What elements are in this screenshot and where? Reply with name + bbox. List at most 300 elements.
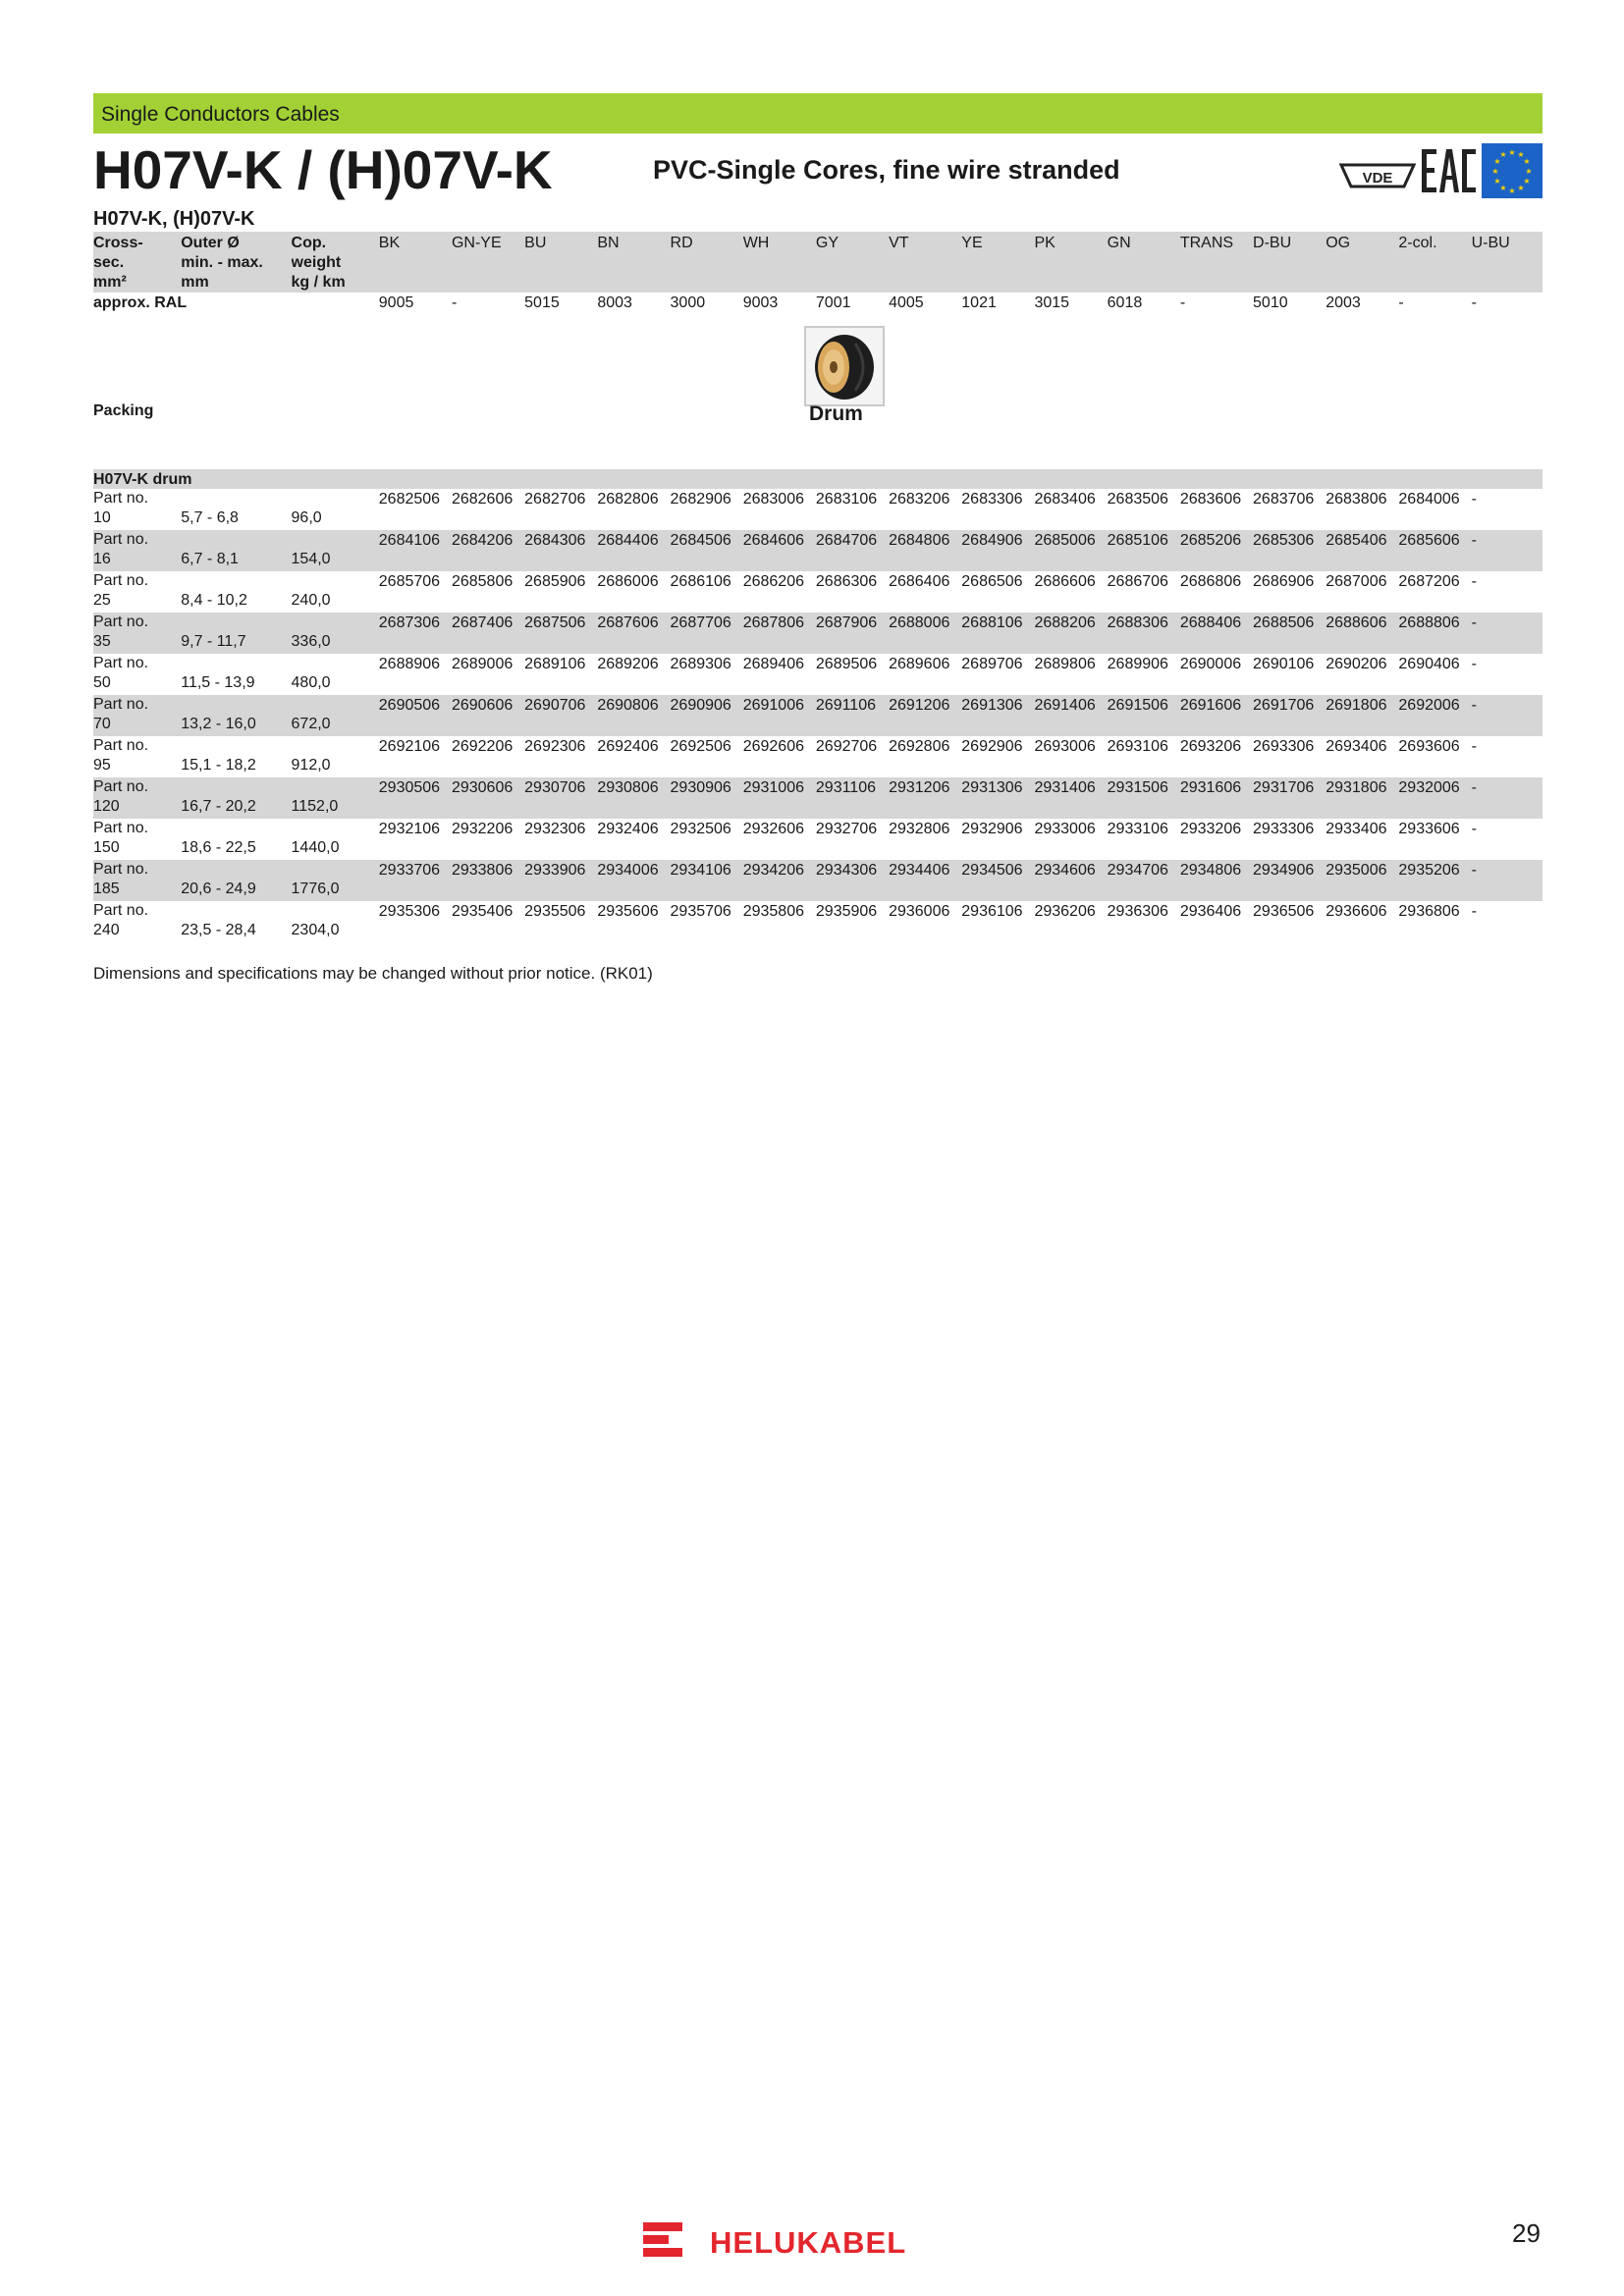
part-number-cell: 2690506: [379, 695, 452, 736]
part-number-cell: 2684906: [961, 530, 1034, 571]
part-number-cell: 2933706: [379, 860, 452, 901]
part-number-cell: 2933206: [1179, 821, 1242, 837]
part-number-cell: 2686906: [1253, 573, 1315, 590]
outer-diameter-cell-value: 15,1 - 18,2: [181, 757, 256, 774]
part-number-cell: -: [1472, 613, 1543, 654]
part-number-cell: 2688106: [961, 613, 1034, 654]
part-number-cell: -: [1472, 860, 1543, 901]
part-number-cell: 2684206: [452, 530, 524, 571]
ral-value: 3000: [670, 294, 706, 311]
part-number-cell: 2931206: [889, 777, 961, 819]
cross-section-cell-value: 150: [93, 839, 120, 856]
part-number-cell: 2693306: [1253, 738, 1315, 755]
table-row: [93, 736, 1543, 777]
header-color-vt: VT: [889, 232, 961, 293]
copper-weight-cell: [292, 571, 379, 613]
part-number-cell: 2936106: [961, 903, 1023, 920]
header-color-d-bu: D-BU: [1253, 232, 1326, 293]
part-number-cell: 2683806: [1326, 491, 1387, 507]
part-number-cell: -: [1472, 530, 1543, 571]
part-number-cell: 2683206: [889, 491, 950, 507]
part-number-cell: 2682906: [670, 491, 731, 507]
part-number-cell: 2685806: [451, 573, 514, 590]
svg-text:★: ★: [1491, 167, 1499, 176]
part-number-cell: 2692106: [378, 738, 441, 755]
part-number-cell: 2688306: [1108, 613, 1180, 654]
part-number-cell: 2687606: [597, 613, 670, 654]
ral-value: -: [451, 294, 458, 311]
cross-section-cell: [93, 571, 181, 613]
part-number-cell: 2689606: [889, 656, 950, 672]
cross-section-cell: [93, 860, 181, 901]
outer-diameter-cell-value: 9,7 - 11,7: [181, 633, 246, 650]
ral-value: 6018: [1107, 294, 1143, 311]
part-number-cell: 2686606: [1034, 573, 1096, 590]
page-number: 29: [1512, 2218, 1541, 2248]
part-number-cell: 2682806: [597, 491, 659, 507]
part-number-cell: 2932306: [524, 821, 586, 837]
part-no-label: Part no.: [93, 778, 149, 795]
part-number-cell: 2682506: [378, 491, 441, 507]
outer-diameter-cell-value: 5,7 - 6,8: [181, 509, 239, 526]
part-number-cell: 2690006: [1179, 656, 1242, 672]
table-row: [93, 695, 1543, 736]
ral-value: -: [1398, 294, 1404, 311]
part-number-cell: 2687906: [816, 613, 889, 654]
part-number-cell: 2685106: [1108, 530, 1180, 571]
outer-diameter-cell: [181, 901, 291, 942]
part-number-cell: 2688206: [1034, 613, 1107, 654]
part-number-cell: 2932506: [670, 821, 731, 837]
part-number-cell: 2936606: [1326, 903, 1387, 920]
part-no-label: Part no.: [93, 902, 149, 919]
part-number-cell: 2693106: [1107, 738, 1168, 755]
part-number-cell: 2691606: [1180, 695, 1253, 736]
part-number-cell: 2692706: [815, 738, 878, 755]
header-color-gy: GY: [816, 232, 889, 293]
part-number-cell: 2935806: [742, 903, 804, 920]
svg-text:★: ★: [1508, 148, 1516, 157]
part-number-cell: 2686006: [597, 573, 659, 590]
cross-section-cell-value: 185: [93, 881, 120, 897]
part-number-cell: 2932106: [378, 821, 441, 837]
cross-section-cell: [93, 613, 181, 654]
svg-text:★: ★: [1517, 150, 1525, 159]
part-number-cell: 2683506: [1107, 491, 1168, 507]
part-number-cell: 2685606: [1398, 530, 1471, 571]
part-number-cell: 2692006: [1398, 695, 1471, 736]
part-number-cell: 2933306: [1253, 821, 1315, 837]
outer-diameter-cell: [181, 489, 291, 530]
part-number-cell: 2685906: [524, 573, 586, 590]
part-number-cell: 2684106: [379, 530, 452, 571]
datasheet-page: [93, 93, 1543, 984]
header-cross-section: Cross- sec. mm²: [93, 232, 181, 293]
outer-diameter-cell-value: 16,7 - 20,2: [181, 798, 256, 815]
outer-diameter-cell: [181, 736, 291, 777]
ral-value: -: [1471, 294, 1477, 311]
part-number-cell: 2687306: [379, 613, 452, 654]
outer-diameter-cell-value: 20,6 - 24,9: [181, 881, 256, 897]
eac-logo: [1419, 143, 1478, 198]
header-color-bn: BN: [597, 232, 670, 293]
header-color-gn-ye: GN-YE: [452, 232, 524, 293]
part-number-cell: 2684306: [524, 530, 597, 571]
header-color-ye: YE: [961, 232, 1034, 293]
part-number-cell: 2691106: [816, 695, 889, 736]
part-number-cell: 2932806: [889, 821, 950, 837]
cross-section-cell-value: 240: [93, 922, 120, 938]
part-number-cell: 2693006: [1034, 738, 1096, 755]
category-bar: [93, 93, 1543, 133]
cross-section-cell-value: 16: [93, 551, 111, 567]
ral-row: [93, 293, 1543, 316]
part-number-cell: 2930506: [379, 777, 452, 819]
part-number-cell: 2931406: [1034, 777, 1107, 819]
part-number-cell: 2686206: [742, 573, 804, 590]
part-number-cell: 2688006: [889, 613, 961, 654]
outer-diameter-cell-value: 18,6 - 22,5: [181, 839, 256, 856]
copper-weight-cell: [292, 860, 379, 901]
part-number-cell: 2684806: [889, 530, 961, 571]
part-number-cell: 2934706: [1108, 860, 1180, 901]
header-color-u-bu: U-BU: [1472, 232, 1543, 293]
title-row: [93, 133, 1543, 204]
part-number-cell: -: [1471, 573, 1477, 590]
outer-diameter-cell-value: 6,7 - 8,1: [181, 551, 239, 567]
part-number-cell: 2688806: [1398, 613, 1471, 654]
part-number-cell: 2932906: [961, 821, 1023, 837]
part-number-cell: 2688406: [1180, 613, 1253, 654]
part-number-cell: 2687806: [743, 613, 816, 654]
part-number-cell: 2931006: [743, 777, 816, 819]
cross-section-cell-value: 70: [93, 716, 111, 732]
copper-weight-cell-value: 2304,0: [291, 922, 340, 938]
part-number-cell: 2934306: [816, 860, 889, 901]
ral-value: 7001: [815, 294, 851, 311]
part-no-label: Part no.: [93, 531, 149, 548]
part-number-cell: 2688906: [378, 656, 441, 672]
part-number-cell: 2932006: [1398, 777, 1471, 819]
table-row: [93, 901, 1543, 942]
part-number-cell: 2687006: [1326, 573, 1387, 590]
svg-text:★: ★: [1517, 184, 1525, 192]
header-color-gn: GN: [1108, 232, 1180, 293]
part-number-cell: 2684506: [671, 530, 743, 571]
part-number-cell: 2689506: [815, 656, 878, 672]
part-number-cell: 2684606: [743, 530, 816, 571]
part-no-label: Part no.: [93, 861, 149, 878]
outer-diameter-cell: [181, 777, 291, 819]
part-number-cell: 2690806: [597, 695, 670, 736]
outer-diameter-cell-value: 23,5 - 28,4: [181, 922, 256, 938]
ral-value: -: [1179, 294, 1186, 311]
ral-value: 8003: [597, 294, 632, 311]
product-title: H07V-K / (H)07V-K: [93, 139, 553, 200]
ral-value: 3015: [1034, 294, 1070, 311]
outer-diameter-cell-value: 8,4 - 10,2: [181, 592, 247, 609]
table-row: [93, 654, 1543, 695]
cross-section-cell-value: 10: [93, 509, 111, 526]
part-number-cell: 2930806: [597, 777, 670, 819]
part-number-cell: -: [1471, 738, 1477, 755]
part-number-cell: 2690406: [1398, 656, 1460, 672]
svg-text:★: ★: [1499, 150, 1507, 159]
helukabel-logo: [643, 2220, 997, 2260]
header-row: [93, 232, 1543, 293]
svg-text:★: ★: [1493, 157, 1501, 166]
cable-drum-image: [804, 326, 885, 406]
copper-weight-cell: [292, 695, 379, 736]
part-number-cell: 2932706: [815, 821, 878, 837]
outer-diameter-cell-value: 13,2 - 16,0: [181, 716, 256, 732]
part-number-cell: 2688606: [1326, 613, 1398, 654]
svg-text:★: ★: [1508, 187, 1516, 195]
part-number-cell: 2690706: [524, 695, 597, 736]
vde-logo-text: VDE: [1362, 170, 1393, 187]
part-number-cell: 2690106: [1253, 656, 1315, 672]
part-number-cell: 2685206: [1180, 530, 1253, 571]
part-number-cell: 2689906: [1107, 656, 1168, 672]
header-color-rd: RD: [671, 232, 743, 293]
cross-section-cell: [93, 654, 181, 695]
part-number-cell: 2934606: [1034, 860, 1107, 901]
cross-section-cell: [93, 695, 181, 736]
outer-diameter-cell: [181, 695, 291, 736]
svg-text:★: ★: [1523, 177, 1531, 186]
part-no-label: Part no.: [93, 655, 149, 671]
ral-value: 9005: [378, 294, 414, 311]
header-color-bk: BK: [379, 232, 452, 293]
part-number-cell: 2931106: [816, 777, 889, 819]
part-number-cell: -: [1471, 656, 1477, 672]
part-number-cell: 2691706: [1253, 695, 1326, 736]
part-no-label: Part no.: [93, 614, 149, 630]
packing-label: Packing: [93, 402, 154, 419]
part-number-cell: 2692606: [742, 738, 804, 755]
part-number-cell: 2685306: [1253, 530, 1326, 571]
part-number-cell: 2932406: [597, 821, 659, 837]
part-number-cell: 2690206: [1326, 656, 1387, 672]
copper-weight-cell-value: 672,0: [291, 716, 331, 732]
part-number-cell: 2933606: [1398, 821, 1460, 837]
part-number-cell: 2934906: [1253, 860, 1326, 901]
part-number-cell: 2934106: [671, 860, 743, 901]
part-number-cell: 2693206: [1179, 738, 1242, 755]
part-number-cell: 2933906: [524, 860, 597, 901]
copper-weight-cell: [292, 530, 379, 571]
copper-weight-cell: [292, 819, 379, 860]
header-outer-diameter: Outer Ø min. - max. mm: [181, 232, 291, 293]
part-number-cell: 2692906: [961, 738, 1023, 755]
part-number-cell: 2685406: [1326, 530, 1398, 571]
part-number-cell: 2684706: [816, 530, 889, 571]
part-number-cell: 2930606: [452, 777, 524, 819]
outer-diameter-cell: [181, 819, 291, 860]
part-number-cell: 2690606: [452, 695, 524, 736]
part-number-cell: 2935306: [378, 903, 441, 920]
ral-value: 2003: [1326, 294, 1361, 311]
part-number-cell: 2691806: [1326, 695, 1398, 736]
part-number-cell: 2933806: [452, 860, 524, 901]
cross-section-cell-value: 95: [93, 757, 111, 774]
copper-weight-cell: [292, 777, 379, 819]
part-number-cell: 2931306: [961, 777, 1034, 819]
header-color-wh: WH: [743, 232, 816, 293]
part-number-cell: 2683706: [1253, 491, 1315, 507]
part-number-cell: 2689306: [670, 656, 731, 672]
copper-weight-cell: [292, 901, 379, 942]
cross-section-cell: [93, 819, 181, 860]
part-number-cell: -: [1472, 777, 1543, 819]
svg-text:★: ★: [1499, 184, 1507, 192]
table-row: [93, 530, 1543, 571]
part-number-cell: 2933406: [1326, 821, 1387, 837]
part-number-cell: 2686306: [815, 573, 878, 590]
part-number-cell: 2685006: [1034, 530, 1107, 571]
part-number-cell: 2682606: [451, 491, 514, 507]
copper-weight-cell-value: 96,0: [291, 509, 322, 526]
part-number-cell: 2935906: [815, 903, 878, 920]
part-number-cell: 2931506: [1108, 777, 1180, 819]
outer-diameter-cell-value: 11,5 - 13,9: [181, 674, 255, 691]
copper-weight-cell-value: 1776,0: [291, 881, 340, 897]
header-color-2-col: 2-col.: [1398, 232, 1471, 293]
part-number-cell: 2932206: [451, 821, 514, 837]
part-number-cell: 2689806: [1034, 656, 1096, 672]
cross-section-cell-value: 35: [93, 633, 111, 650]
part-number-cell: 2683106: [815, 491, 878, 507]
part-number-table: [93, 489, 1543, 942]
part-number-cell: 2683406: [1034, 491, 1096, 507]
part-number-cell: 2934206: [743, 860, 816, 901]
part-number-cell: 2935206: [1398, 860, 1471, 901]
eu-flag-icon: [1482, 143, 1543, 198]
ral-value: 4005: [889, 294, 924, 311]
part-number-cell: 2936806: [1398, 903, 1460, 920]
part-number-cell: 2692306: [524, 738, 586, 755]
copper-weight-cell: [292, 654, 379, 695]
svg-text:★: ★: [1493, 177, 1501, 186]
table-row: [93, 613, 1543, 654]
header-color-og: OG: [1326, 232, 1398, 293]
part-number-cell: 2689006: [451, 656, 514, 672]
part-number-cell: 2686706: [1107, 573, 1168, 590]
part-number-cell: -: [1471, 903, 1477, 920]
part-number-cell: 2930706: [524, 777, 597, 819]
part-number-cell: 2691006: [743, 695, 816, 736]
part-number-cell: 2935706: [670, 903, 731, 920]
part-number-cell: 2689406: [742, 656, 804, 672]
part-number-cell: 2687206: [1398, 573, 1460, 590]
outer-diameter-cell: [181, 530, 291, 571]
part-number-cell: 2692206: [451, 738, 514, 755]
part-number-cell: -: [1471, 821, 1477, 837]
brand-text: HELUKABEL: [710, 2225, 907, 2260]
part-number-cell: 2693606: [1398, 738, 1460, 755]
part-number-cell: -: [1471, 491, 1477, 507]
part-number-cell: 2936306: [1107, 903, 1168, 920]
table-row: [93, 860, 1543, 901]
section-header-drum: H07V-K drum: [93, 469, 1543, 489]
part-number-cell: 2934806: [1180, 860, 1253, 901]
drum-label: Drum: [809, 402, 863, 425]
table-row: [93, 777, 1543, 819]
copper-weight-cell: [292, 489, 379, 530]
part-number-cell: 2932606: [742, 821, 804, 837]
cross-section-cell: [93, 777, 181, 819]
copper-weight-cell-value: 154,0: [291, 551, 331, 567]
part-number-cell: 2686406: [889, 573, 950, 590]
header-color-pk: PK: [1034, 232, 1107, 293]
part-number-cell: 2686506: [961, 573, 1023, 590]
cross-section-cell-value: 50: [93, 674, 111, 691]
table-row: [93, 819, 1543, 860]
part-number-cell: 2935006: [1326, 860, 1398, 901]
copper-weight-cell: [292, 736, 379, 777]
ral-value: 9003: [742, 294, 779, 311]
cross-section-cell: [93, 901, 181, 942]
cross-section-cell: [93, 736, 181, 777]
part-no-label: Part no.: [93, 572, 149, 589]
part-number-cell: 2693406: [1326, 738, 1387, 755]
part-number-cell: 2691406: [1034, 695, 1107, 736]
svg-text:★: ★: [1523, 157, 1531, 166]
header-color-trans: TRANS: [1180, 232, 1253, 293]
part-number-cell: 2687506: [524, 613, 597, 654]
part-number-cell: 2933006: [1034, 821, 1096, 837]
part-number-cell: 2689706: [961, 656, 1023, 672]
svg-text:★: ★: [1525, 167, 1533, 176]
part-number-cell: 2936006: [889, 903, 950, 920]
part-no-label: Part no.: [93, 696, 149, 713]
part-number-cell: 2691306: [961, 695, 1034, 736]
table-row: [93, 571, 1543, 613]
category-label: Single Conductors Cables: [101, 103, 340, 126]
part-number-cell: -: [1472, 695, 1543, 736]
part-number-cell: 2935506: [524, 903, 586, 920]
copper-weight-cell-value: 1440,0: [291, 839, 340, 856]
part-number-cell: 2935606: [597, 903, 659, 920]
part-number-cell: 2936406: [1179, 903, 1242, 920]
part-no-label: Part no.: [93, 737, 149, 754]
outer-diameter-cell: [181, 654, 291, 695]
part-number-cell: 2684406: [597, 530, 670, 571]
part-number-cell: 2931606: [1180, 777, 1253, 819]
part-number-cell: 2934006: [597, 860, 670, 901]
cross-section-cell: [93, 530, 181, 571]
vde-logo: [1337, 143, 1418, 198]
copper-weight-cell-value: 480,0: [291, 674, 331, 691]
part-number-cell: 2692406: [597, 738, 659, 755]
part-number-cell: 2683006: [742, 491, 804, 507]
copper-weight-cell-value: 1152,0: [291, 798, 339, 815]
part-number-cell: 2684006: [1398, 491, 1460, 507]
part-number-cell: 2683606: [1179, 491, 1242, 507]
part-number-cell: 2685706: [378, 573, 441, 590]
part-number-cell: 2686806: [1179, 573, 1242, 590]
part-number-cell: 2931806: [1326, 777, 1398, 819]
product-subtitle: PVC-Single Cores, fine wire stranded: [653, 155, 1120, 185]
part-number-cell: 2689206: [597, 656, 659, 672]
ral-value: 1021: [961, 294, 997, 311]
cross-section-cell: [93, 489, 181, 530]
copper-weight-cell: [292, 613, 379, 654]
part-number-cell: 2935406: [451, 903, 514, 920]
part-number-cell: 2931706: [1253, 777, 1326, 819]
ral-value: 5015: [524, 294, 560, 311]
part-no-label: Part no.: [93, 820, 149, 836]
